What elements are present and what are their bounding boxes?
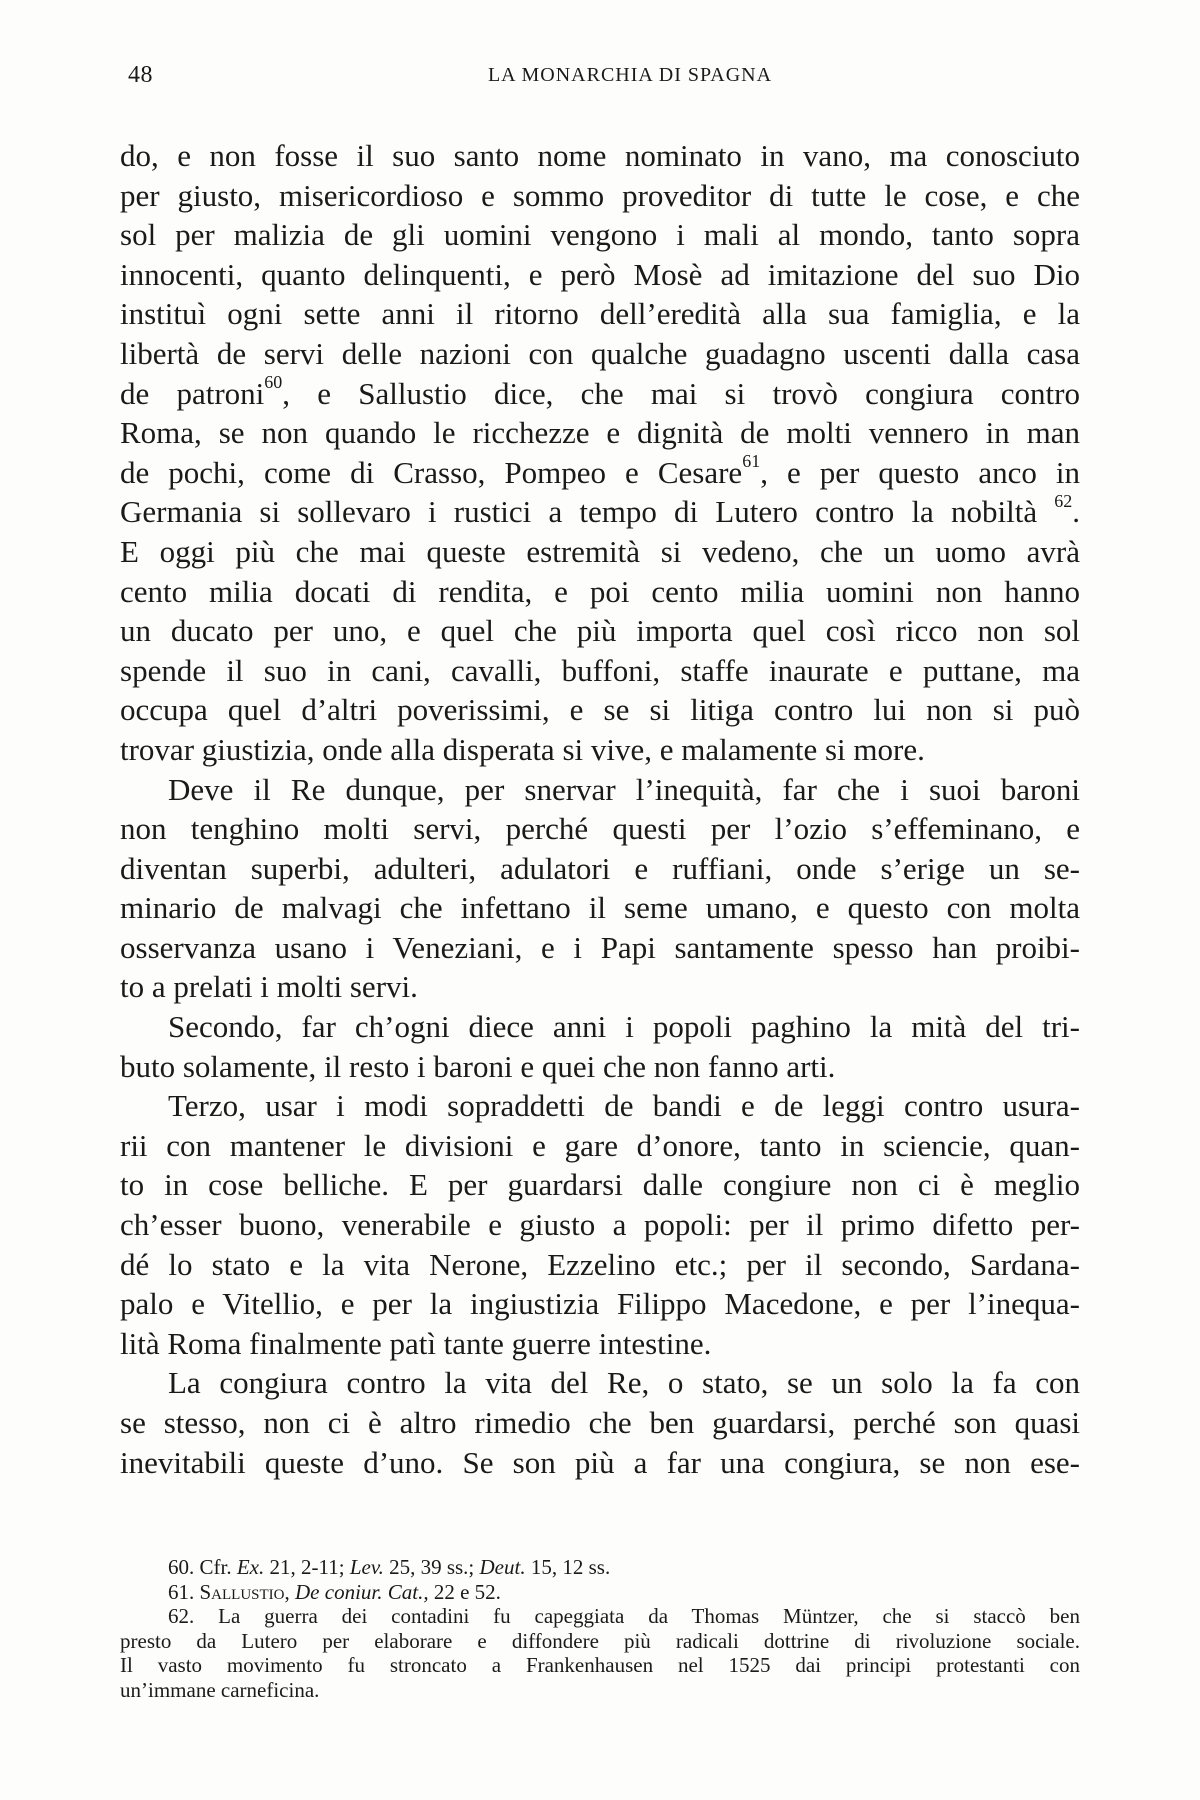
text-line: minario de malvagi che infettano il seme umano, e questo con molta bbox=[120, 890, 1080, 926]
text-line: lità Roma finalmente patì tante guerre intestine. bbox=[120, 1325, 712, 1361]
text-line bbox=[120, 374, 1080, 414]
footnote-ref-61: 61 bbox=[742, 451, 761, 472]
text-line: spende il suo in cani, cavalli, buffoni, staffe inaurate e puttane, ma bbox=[120, 652, 1080, 688]
footnote-62 bbox=[120, 1604, 1080, 1629]
footnote-text: Lev. bbox=[349, 1555, 384, 1579]
text-line: E oggi più che mai queste estremità si vedeno, che un uomo avrà bbox=[120, 533, 1080, 569]
text-line: palo e Vitellio, e per la ingiustizia Filippo Macedone, e per l’inequa- bbox=[120, 1286, 1080, 1322]
text-line: se stesso, non ci è altro rimedio che ben guardarsi, perché son quasi bbox=[120, 1405, 1080, 1440]
text-line: sol per malizia de gli uomini vengono i mali al mondo, tanto sopra bbox=[120, 217, 1080, 253]
footnote-60 bbox=[120, 1555, 1080, 1580]
text-line: occupa quel d’altri poverissimi, e se si litiga contro lui non si può bbox=[120, 692, 1080, 728]
text-line: cento milia docati di rendita, e poi cento milia uomini non hanno bbox=[120, 573, 1080, 609]
footnote-number: 62. bbox=[168, 1604, 195, 1628]
text-line: non tenghino molti servi, perché questi per l’ozio s’effeminano, e bbox=[120, 811, 1080, 847]
text-line bbox=[120, 453, 1080, 493]
footnote-62-line: presto da Lutero per elaborare e diffondere più radicali dottrine di rivoluzione sociale. bbox=[120, 1628, 1080, 1653]
footnote-number: 60. bbox=[168, 1555, 195, 1579]
text-line: un ducato per uno, e quel che più importa quel così ricco non sol bbox=[120, 613, 1080, 649]
text-line: Deve il Re dunque, per snervar l’inequità, far che i suoi baroni bbox=[168, 771, 1080, 807]
footnote-ref-62: 62 bbox=[1054, 491, 1073, 512]
text-segment: de pochi, come di Crasso, Pompeo e Cesare bbox=[120, 454, 743, 490]
text-segment: , e per questo anco in bbox=[760, 454, 1080, 490]
text-line: per giusto, misericordioso e sommo proveditor di tutte le cose, e che bbox=[120, 177, 1080, 213]
text-line: La congiura contro la vita del Re, o stato, se un solo la fa con bbox=[168, 1365, 1080, 1401]
footnote-text: 21, 2-11; bbox=[269, 1555, 345, 1579]
footnote-text: Ex. bbox=[236, 1555, 265, 1579]
footnote-62-line: Il vasto movimento fu stroncato a Frankenhausen nel 1525 dai principi protestanti con bbox=[120, 1653, 1080, 1677]
text-segment: . bbox=[1072, 494, 1080, 530]
footnote-text: 15, 12 ss. bbox=[530, 1555, 611, 1579]
text-line: trovar giustizia, onde alla disperata si vive, e malamente si more. bbox=[120, 731, 925, 767]
text-line: innocenti, quanto delinquenti, e però Mosè ad imitazione del suo Dio bbox=[120, 256, 1080, 292]
text-line: Roma, se non quando le ricchezze e dignità de molti vennero in man bbox=[120, 415, 1080, 451]
footnote-text: Deut. bbox=[479, 1555, 526, 1579]
text-segment: , e Sallustio dice, che mai si trovò congiura contro bbox=[282, 375, 1080, 411]
running-head bbox=[120, 62, 1080, 102]
text-line: instituì ogni sette anni il ritorno dell’eredità alla sua famiglia, e la bbox=[120, 296, 1080, 332]
text-line: diventan superbi, adulteri, adulatori e ruffiani, onde s’erige un se- bbox=[120, 850, 1080, 886]
footnote-number: 61. bbox=[168, 1579, 195, 1604]
text-line: Secondo, far ch’ogni diece anni i popoli paghino la mità del tri- bbox=[168, 1009, 1080, 1045]
text-line: inevitabili queste d’uno. Se son più a far una congiura, se non ese- bbox=[120, 1444, 1080, 1480]
text-line bbox=[120, 492, 1080, 532]
page-number: 48 bbox=[128, 62, 153, 88]
text-segment: Germania si sollevaro i rustici a tempo di Lutero contro la nobiltà bbox=[120, 494, 1038, 530]
footnotes bbox=[120, 1555, 1080, 1702]
text-line: to in cose belliche. E per guardarsi dalle congiure non ci è meglio bbox=[120, 1167, 1080, 1203]
footnote-text: La guerra dei contadini fu capeggiata da Thomas Müntzer, che si staccò ben bbox=[218, 1604, 1080, 1628]
text-line: do, e non fosse il suo santo nome nominato in vano, ma conosciuto bbox=[120, 138, 1080, 173]
running-title: LA MONARCHIA DI SPAGNA bbox=[487, 64, 773, 86]
text-line: rii con mantener le divisioni e gare d’onore, tanto in sciencie, quan- bbox=[120, 1127, 1080, 1163]
text-line: dé lo stato e la vita Nerone, Ezzelino etc.; per il secondo, Sardana- bbox=[120, 1246, 1080, 1282]
text-line: ch’esser buono, venerabile e giusto a popoli: per il primo difetto per- bbox=[120, 1207, 1080, 1243]
footnote-ref-60: 60 bbox=[264, 372, 283, 393]
footnote-62-line: un’immane carneficina. bbox=[120, 1677, 320, 1702]
text-line: libertà de servi delle nazioni con qualche guadagno uscenti dalla casa bbox=[120, 335, 1080, 371]
text-line: buto solamente, il resto i baroni e quei che non fanno arti. bbox=[120, 1048, 836, 1084]
footnote-text: 22 e 52. bbox=[433, 1579, 501, 1604]
footnote-text: 25, 39 ss.; bbox=[389, 1555, 475, 1579]
text-line: osservanza usano i Veneziani, e i Papi santamente spesso han proibi- bbox=[120, 929, 1080, 965]
footnote-work: De coniur. Cat., bbox=[295, 1579, 429, 1604]
text-line: to a prelati i molti servi. bbox=[120, 969, 418, 1005]
text-segment: de patroni bbox=[120, 375, 265, 411]
footnote-text: Cfr. bbox=[199, 1555, 232, 1579]
body-text bbox=[120, 136, 1080, 1482]
footnote-61 bbox=[120, 1580, 1080, 1605]
text-line: Terzo, usar i modi sopraddetti de bandi e de leggi contro usura- bbox=[168, 1088, 1080, 1124]
footnote-author: Sallustio, bbox=[199, 1579, 290, 1604]
